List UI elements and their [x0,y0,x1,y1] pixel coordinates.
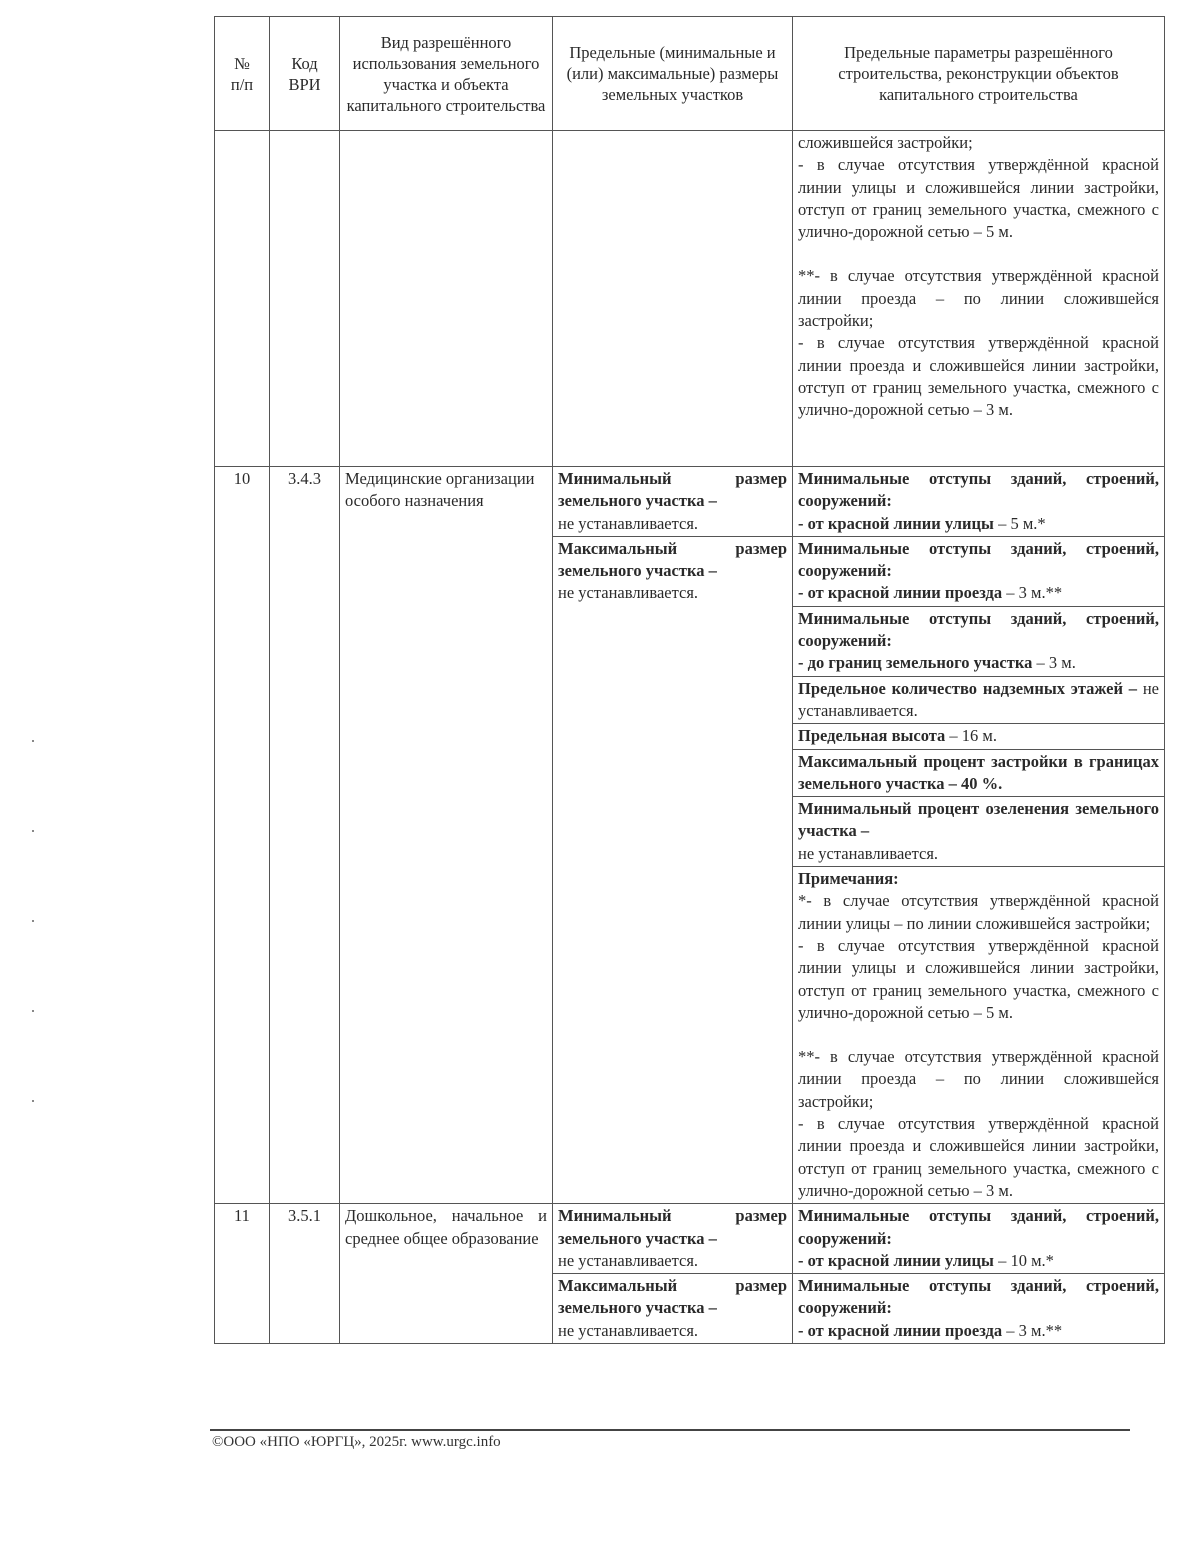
page-footer: ©ООО «НПО «ЮРГЦ», 2025г. www.urgc.info [212,1434,501,1450]
row10-param-6: Максимальный процент застройки в границах земельного участка – 40 %. [793,749,1165,797]
row10-min-size: Минимальный размер земельного участка – не устанавливается. [553,467,793,537]
row10-code: 3.4.3 [270,467,340,1204]
row11-param-1: Минимальные отступы зданий, строений, сооружений: - от красной линии улицы – 10 м.* [793,1204,1165,1274]
footer-divider [210,1429,1130,1431]
row11-param-2: Минимальные отступы зданий, строений, сооружений: - от красной линии проезда – 3 м.** [793,1274,1165,1344]
continuation-line-c: **- в случае отсутствия утверждённой красной линии проезда – по линии сложившейся застройки; [798,266,1159,331]
header-plot-sizes: Предельные (минимальные и (или) максимальные) размеры земельных участков [553,17,793,131]
header-num: № п/п [215,17,270,131]
continuation-line-d: - в случае отсутствия утверждённой красной линии проезда и сложившейся линии застройки, отступ от границ земельного участка, смежного с улично-дорожной сетью – 3 м. [798,333,1159,420]
header-parameters: Предельные параметры разрешённого строительства, реконструкции объектов капитального строительства [793,17,1165,131]
row10-usage-name: Медицинские организации особого назначения [340,467,553,1204]
row10-param-4: Предельное количество надземных этажей – не устанавливается. [793,676,1165,724]
row10-note-1: *- в случае отсутствия утверждённой красной линии улицы – по линии сложившейся застройки; [798,891,1159,933]
regulations-table [214,16,1165,1344]
row11-code: 3.5.1 [270,1204,340,1344]
row10-note-4: - в случае отсутствия утверждённой красной линии проезда и сложившейся линии застройки, отступ от границ земельного участка, смежного с улично-дорожной сетью – 3 м. [798,1114,1159,1200]
row10-max-size: Максимальный размер земельного участка – не устанавливается. [553,536,793,1203]
row10-notes [793,867,1165,1204]
scan-margin-marks [32,740,36,1190]
row11-min-size: Минимальный размер земельного участка – не устанавливается. [553,1204,793,1274]
row10-num: 10 [215,467,270,1204]
row10-param-3: Минимальные отступы зданий, строений, сооружений: - до границ земельного участка – 3 м. [793,606,1165,676]
continuation-notes [793,131,1165,467]
table-row-10 [215,467,1165,537]
table-row-continuation [215,131,1165,467]
row10-param-1: Минимальные отступы зданий, строений, сооружений: - от красной линии улицы – 5 м.* [793,467,1165,537]
row11-usage-name: Дошкольное, начальное и среднее общее образование [340,1204,553,1344]
table-row-11 [215,1204,1165,1274]
row10-param-5: Предельная высота – 16 м. [793,724,1165,749]
continuation-line-b: - в случае отсутствия утверждённой красной линии улицы и сложившейся линии застройки, отступ от границ земельного участка, смежного с улично-дорожной сетью – 5 м. [798,155,1159,242]
row11-max-size: Максимальный размер земельного участка – не устанавливается. [553,1274,793,1344]
continuation-line-a: сложившейся застройки; [798,133,973,152]
table-header-row [215,17,1165,131]
row11-num: 11 [215,1204,270,1344]
row10-param-2: Минимальные отступы зданий, строений, сооружений: - от красной линии проезда – 3 м.** [793,536,1165,606]
header-usage-type: Вид разрешённого использования земельного участка и объекта капитального строительства [340,17,553,131]
row10-notes-title: Примечания: [798,869,899,889]
row10-note-3: **- в случае отсутствия утверждённой красной линии проезда – по линии сложившейся застройки; [798,1047,1159,1111]
row10-param-7: Минимальный процент озеленения земельного участка – не устанавливается. [793,797,1165,867]
header-code: Код ВРИ [270,17,340,131]
row10-note-2: - в случае отсутствия утверждённой красной линии улицы и сложившейся линии застройки, отступ от границ земельного участка, смежного с улично-дорожной сетью – 5 м. [798,935,1159,1022]
